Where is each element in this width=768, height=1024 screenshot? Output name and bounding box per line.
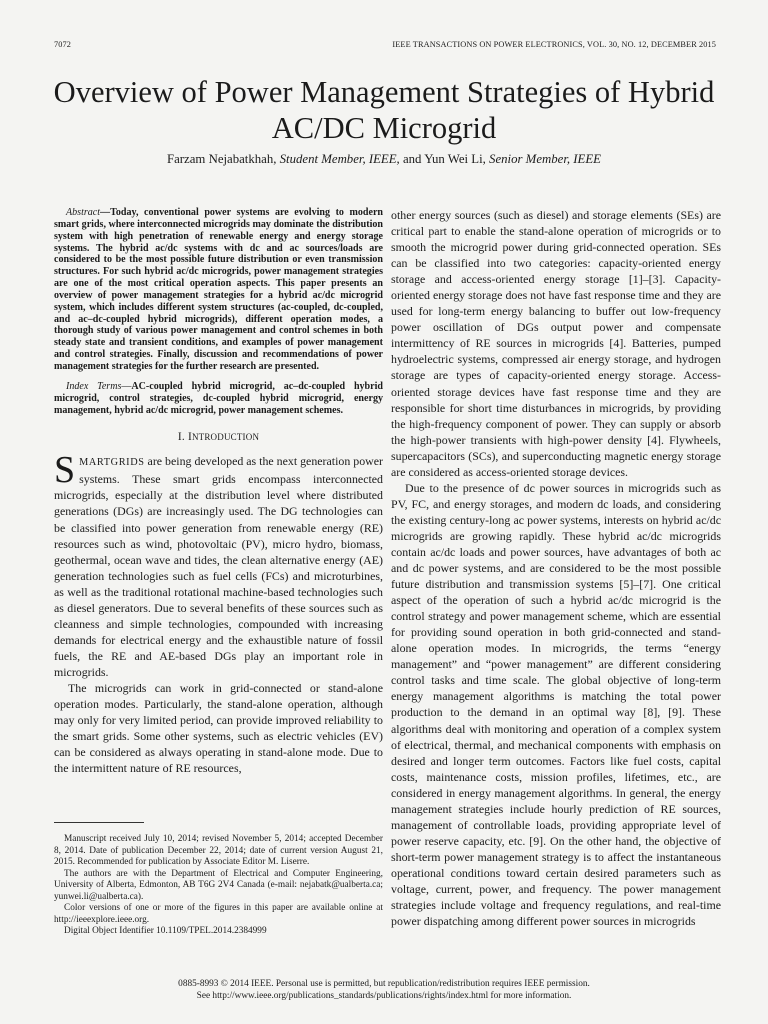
section-title-initial: I (187, 431, 192, 444)
section-title-rest: NTRODUCTION (191, 432, 260, 443)
abstract (54, 207, 383, 373)
copyright-line: 0885-8993 © 2014 IEEE. Personal use is permitted, but republication/redistribution requires IEEE permission. (178, 979, 590, 989)
journal-header: IEEE TRANSACTIONS ON POWER ELECTRONICS, VOL. 30, NO. 12, DECEMBER 2015 (392, 40, 716, 49)
abstract-text: Today, conventional power systems are evolving to modern smart grids, where interconnected microgrids may dominate the distribution system with high penetration of renewable energy and energy storage systems. The hybrid ac/dc systems with dc and ac sources/loads are considered to be the most possible future distribution or even transmission structures. For such hybrid ac/dc microgrids, power management strategies are one of the most critical operation aspects. This paper presents an overview of power management strategies for a hybrid ac/dc microgrid system, which includes different system structures (ac-coupled, dc-coupled, and ac–dc-coupled hybrid microgrids), different operation modes, a thorough study of various power management and control schemes in both steady state and transient conditions, and examples of power management and control strategies. Finally, discussion and recommendations of power management strategies for the further research are presented. (54, 207, 383, 372)
author-1-role: Student Member, IEEE, (279, 152, 400, 166)
copyright-footer (0, 978, 768, 1002)
index-terms-text: AC-coupled hybrid microgrid, ac–dc-coupled hybrid microgrid, control strategies, dc-coupled hybrid microgrid, energy management, hybrid ac/dc microgrid, power management schemes. (54, 380, 383, 416)
right-paragraph-1: other energy sources (such as diesel) and storage elements (SEs) are critical part to enable the stand-alone operation of microgrids or to smooth the microgrid power during grid-connected operation. SEs can be classified into two categories: capacity-oriented energy storage and access-oriented energy storage [1]–[3]. Capacity-oriented energy storage does not have fast response time and they are used for long-term energy balancing to buffer out low-frequency power oscillation of DGs output power and compensate intermittency of RE sources in microgrids [4]. Batteries, pumped hydroelectric systems, compressed air energy storage, and hydrogen storage are types of capacity-oriented energy storage. Access-oriented storage devices have fast response time and they are responsible for short time disturbances in microgrids, by providing the high-frequency component of power. They can supply or absorb the high-power transients with high-power density [4]. Flywheels, supercapacitors (SCs), and superconducting magnetic energy storage are considered as access-oriented storage devices. (391, 208, 721, 479)
footnote-color-versions: Color versions of one or more of the figures in this paper are available online at http://ieeexplore.ieee.org. (54, 903, 383, 925)
drop-cap-word-rest: MARTGRIDS (79, 457, 145, 469)
footnote-manuscript: Manuscript received July 10, 2014; revised November 5, 2014; accepted December 8, 2014. Date of publication December 22, 2014; date of current version August 21, 2015. Recommended for publication by Associate Editor M. Liserre. (54, 834, 383, 867)
footnote-doi: Digital Object Identifier 10.1109/TPEL.2014.2384999 (64, 926, 267, 936)
footnote-divider (54, 822, 144, 823)
right-paragraph-2: Due to the presence of dc power sources in microgrids such as PV, FC, and energy storages, and modern dc loads, and considering the existing century-long ac power systems, interests on hybrid ac/dc microgrids are growing rapidly. These hybrid ac/dc microgrids contain ac/dc loads and power sources, have advantages of both ac and dc power systems, and are considered to be the most possible future distribution and transmission systems [5]–[7]. One critical aspect of the operation of such a hybrid ac/dc microgrid is the control strategy and power management scheme, which are essential for providing sound operation in both grid-connected and stand-alone operation modes. In microgrids, the terms “energy management” and “power management” are different considering control tasks and time scale. The global objective of long-term energy management algorithms is matching the total power production to the demand in an optimal way [8], [9]. These algorithms deal with monitoring and operation of a complex system of electrical, thermal, and mechanical components with emphasis on desired and longer term outcomes. Factors like fuel costs, capital costs, maintenance costs, mission profiles, lifetimes, etc., are considered in energy management algorithms. In general, the energy management strategies include hourly prediction of RE sources, management of controllable loads, providing appropriate level of power reserve capacity, etc. [9]. On the other hand, the objective of short-term power management strategy is to affect the instantaneous operational conditions toward certain desired parameters such as voltage, current, power, and frequency. The power management strategies include voltage and frequency regulations, and real-time power dispatching among different power sources in microgrids (391, 480, 721, 929)
footnote-affiliation: The authors are with the Department of Electrical and Computer Engineering, University of Alberta, Edmonton, AB T6G 2V4 Canada (e-mail: nejabatk@ualberta.ca; yunwei.li@ualberta.ca). (54, 868, 383, 902)
index-terms-lead: Index Terms (66, 380, 122, 392)
drop-cap: S (54, 449, 76, 492)
index-terms (54, 381, 383, 417)
section-number: I. (177, 431, 185, 444)
author-line (0, 152, 768, 167)
left-column (54, 207, 383, 776)
author-2-role: Senior Member, IEEE (489, 152, 601, 166)
rights-url-line: See http://www.ieee.org/publications_standards/publications/rights/index.html for more information. (196, 991, 572, 1001)
author-1-name: Farzam Nejabatkhah, (167, 152, 277, 166)
author-conjunction: and (402, 152, 422, 166)
author-2-name: Yun Wei Li, (424, 152, 486, 166)
intro-paragraph-1-text: are being developed as the next generation power systems. These smart grids encompass interconnected microgrids, especially at the distribution level where distributed generations (DGs) are increasingly used. The DG technologies can be classified into power generation from renewable energy (RE) resources such as wind, photovoltaic (PV), micro hydro, biomass, geothermal, ocean wave and tides, the clean alternative energy (AE) generation technologies such as fuel cells (FCs) and microturbines, as well as the traditional rotational machine-based technologies such as diesel generators. Due to several benefits of these sources such as cleanness and simple technologies, compounded with increasing demands for electrical energy and the exhaustible nature of fossil fuels, the RE and AE-based DGs play an important role in microgrids. (54, 454, 383, 679)
footnotes (54, 834, 383, 938)
right-column (391, 207, 721, 929)
abstract-dash: — (100, 207, 111, 218)
abstract-lead: Abstract (66, 207, 101, 218)
intro-paragraph-2: The microgrids can work in grid-connected or stand-alone operation modes. Particularly, the stand-alone operation, although may only for very limited period, can provide improved reliability to the smart grids. Some other systems, such as electric vehicles (EV) can be considered as always operating in stand-alone mode. Due to the intermittent nature of RE resources, (54, 681, 383, 776)
index-terms-dash: — (121, 380, 132, 392)
paper-title: Overview of Power Management Strategies of Hybrid AC/DC Microgrid (53, 75, 715, 145)
page-number: 7072 (54, 40, 71, 49)
section-heading-introduction (54, 431, 383, 443)
intro-paragraph-1 (54, 449, 383, 680)
